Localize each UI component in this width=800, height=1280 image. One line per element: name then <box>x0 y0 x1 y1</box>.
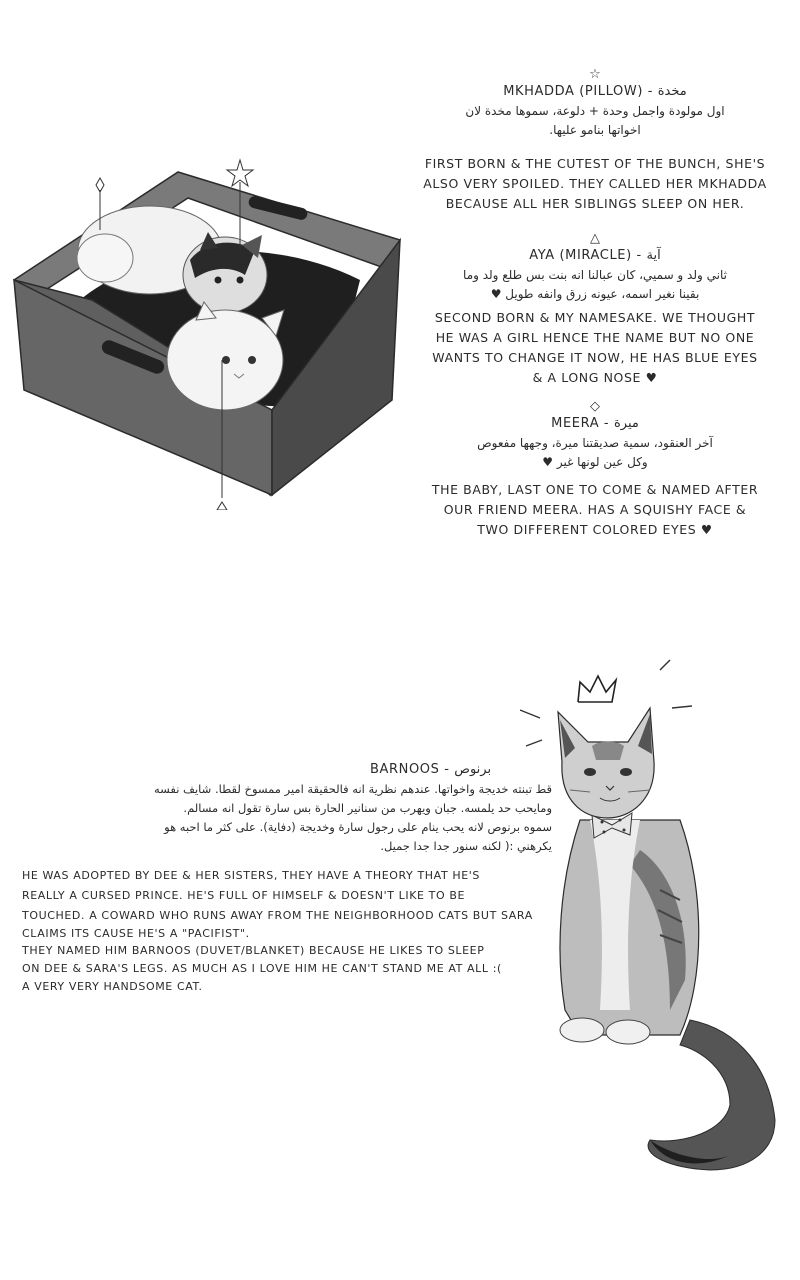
kitten-english-line: WANTS TO CHANGE IT NOW, HE HAS BLUE EYES <box>432 350 758 365</box>
kitten-english-line: TWO DIFFERENT COLORED EYES ♥ <box>477 522 713 537</box>
barnoos-title: BARNOOS - برنوص <box>370 762 492 777</box>
barnoos-english-line: REALLY A CURSED PRINCE. HE'S FULL OF HIMSELF & DOESN'T LIKE TO BE <box>22 889 466 902</box>
barnoos-arabic-line: سموه برنوص لانه يحب ينام على رجول سارة وخديجة (دفاية). على كثر ما احبه هو <box>164 820 552 834</box>
barnoos-english-line: THEY NAMED HIM BARNOOS (DUVET/BLANKET) BECAUSE HE LIKES TO SLEEP <box>22 944 485 957</box>
diamond-icon: ◇ <box>590 399 600 414</box>
kitten-arabic-line: اول مولودة واجمل وحدة + دلوعة، سموها مخدة لان <box>465 104 725 118</box>
kitten-mkhadda <box>400 68 790 214</box>
kitten-title: AYA (MIRACLE) - آية <box>529 248 661 263</box>
kitten-arabic-line: اخواتها بنامو عليها. <box>549 123 641 137</box>
star-icon: ☆ <box>589 67 601 82</box>
kitten-meera <box>400 400 790 540</box>
kitten-arabic-line: بقينا نغير اسمه، عيونه زرق وانفه طويل ♥ <box>490 287 700 301</box>
barnoos-english-line: TOUCHED. A COWARD WHO RUNS AWAY FROM THE NEIGHBORHOOD CATS BUT SARA <box>22 909 533 922</box>
kitten-english-line: OUR FRIEND MEERA. HAS A SQUISHY FACE & <box>443 502 747 517</box>
barnoos-arabic-line: يكرهني :( لكنه سنور جدا جدا جميل. <box>380 839 552 853</box>
barnoos-arabic-line: قط تبنته خديجة واخواتها. عندهم نظرية انه فالحقيقة امير ممسوخ لقطا. شايف نفسه <box>153 782 552 796</box>
barnoos-english-line: A VERY VERY HANDSOME CAT. <box>22 980 203 993</box>
barnoos-english-line: HE WAS ADOPTED BY DEE & HER SISTERS, THEY HAVE A THEORY THAT HE'S <box>22 869 480 882</box>
kitten-english-line: ALSO VERY SPOILED. THEY CALLED HER MKHADDA <box>423 176 767 191</box>
diamond-icon <box>96 178 104 192</box>
kitten-english-line: HE WAS A GIRL HENCE THE NAME BUT NO ONE <box>435 330 755 345</box>
barnoos-section <box>22 760 552 996</box>
kitten-english-line: SECOND BORN & MY NAMESAKE. WE THOUGHT <box>434 310 756 325</box>
kitten-title: MKHADDA (PILLOW) - مخدة <box>503 84 687 99</box>
barnoos-arabic-line: ومايحب حد يلمسه. جبان ويهرب من سنانير الحارة بس سارة تقول انه مسالم. <box>183 801 552 815</box>
triangle-icon <box>217 502 227 510</box>
kitten-arabic-line: ثاني ولد و سميي، كان عبالنا انه بنت بس طلع ولد وما <box>463 268 727 282</box>
kitten-english-line: FIRST BORN & THE CUTEST OF THE BUNCH, SHE'S <box>424 156 766 171</box>
kitten-english-line: & A LONG NOSE ♥ <box>532 370 658 385</box>
triangle-icon: △ <box>590 231 600 246</box>
kitten-english-line: THE BABY, LAST ONE TO COME & NAMED AFTER <box>431 482 759 497</box>
crown-icon <box>578 676 616 702</box>
kittens-box-illustration <box>0 150 420 510</box>
kitten-arabic-line: وكل عين لونها غير ♥ <box>542 455 648 469</box>
barnoos-english-line: CLAIMS ITS CAUSE HE'S A "PACIFIST". <box>22 927 250 940</box>
barnoos-cat-illustration <box>520 650 780 1180</box>
barnoos-english-line: ON DEE & SARA'S LEGS. AS MUCH AS I LOVE HIM HE CAN'T STAND ME AT ALL :( <box>22 962 502 975</box>
kitten-english-line: BECAUSE ALL HER SIBLINGS SLEEP ON HER. <box>445 196 745 211</box>
kitten-arabic-line: آخر العنقود، سمية صديقتنا ميرة، وجهها مفعوص <box>477 436 713 450</box>
kitten-aya <box>400 232 790 388</box>
kitten-title: MEERA - ميرة <box>551 416 639 431</box>
